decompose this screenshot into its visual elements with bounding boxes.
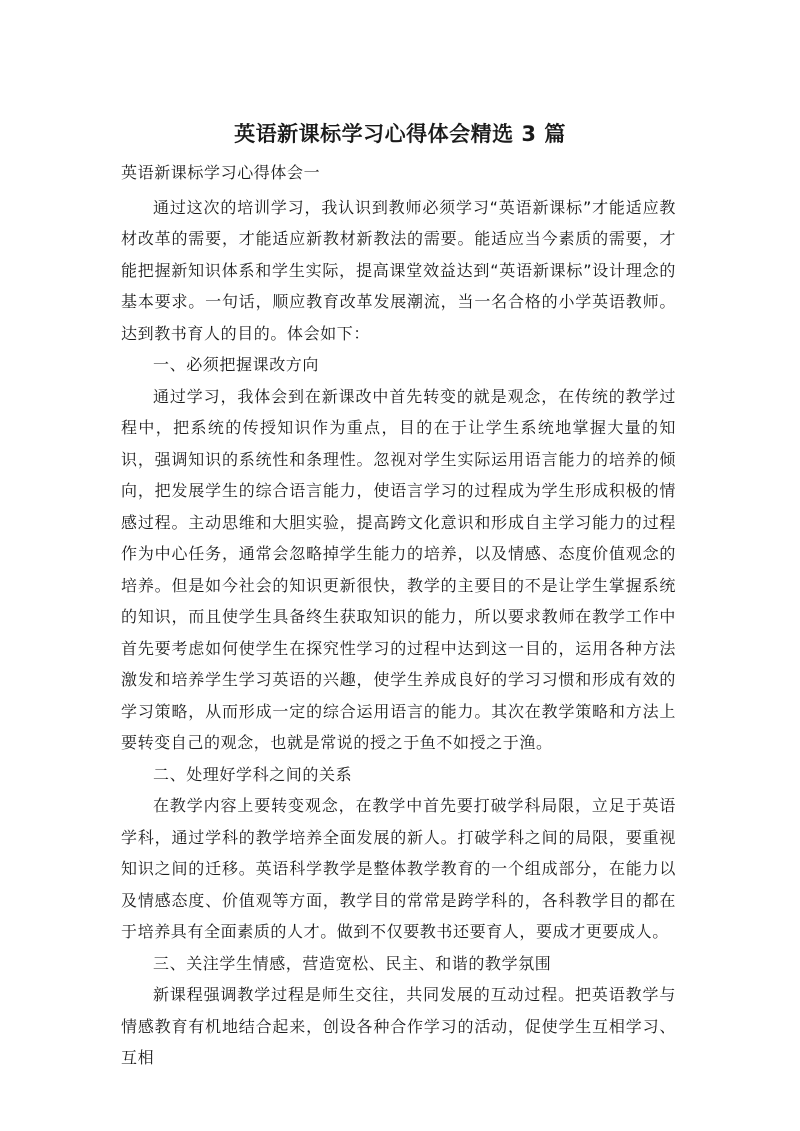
body-paragraph: 通过这次的培训学习，我认识到教师必须学习“英语新课标”才能适应教材改革的需要，才能适应新教材新教法的需要。能适应当今素质的需要，才能把握新知识体系和学生实际，提高课堂效益达到“英语新课标”设计理念的基本要求。一句话，顺应教育改革发展潮流，当一名合格的小学英语教师。达到教书育人的目的。体会如下： <box>121 197 676 343</box>
section-heading: 一、必须把握课改方向 <box>153 355 320 374</box>
document-title: 英语新课标学习心得体会精选 3 篇 <box>234 122 566 146</box>
body-paragraph: 在教学内容上要转变观念，在教学中首先要打破学科局限，立足于英语学科，通过学科的教学培养全面发展的新人。打破学科之间的局限，要重视知识之间的迁移。英语科学教学是整体教学教育的一个组成部分，在能力以及情感态度、价值观等方面，教学目的常常是跨学科的，各科教学目的都在于培养具有全面素质的人才。做到不仅要教书还要育人，要成才更要成人。 <box>121 796 676 941</box>
body-paragraph: 通过学习，我体会到在新课改中首先转变的就是观念，在传统的教学过程中，把系统的传授知识作为重点，目的在于让学生系统地掌握大量的知识，强调知识的系统性和条理性。忽视对学生实际运用语言能力的培养的倾向，把发展学生的综合语言能力，使语言学习的过程成为学生形成积极的情感过程。主动思维和大胆实验，提高跨文化意识和形成自主学习能力的过程作为中心任务，通常会忽略掉学生能力的培养，以及情感、态度价值观念的培养。但是如今社会的知识更新很快，教学的主要目的不是让学生掌握系统的知识，而且使学生具备终生获取知识的能力，所以要求教师在教学工作中首先要考虑如何使学生在探究性学习的过程中达到这一目的，运用各种方法激发和培养学生学习英语的兴趣，使学生养成良好的学习习惯和形成有效的学习策略，从而形成一定的综合运用语言的能力。其次在教学策略和方法上要转变自己的观念，也就是常说的授之于鱼不如授之于渔。 <box>121 386 676 752</box>
body-paragraph: 新课程强调教学过程是师生交往，共同发展的互动过程。把英语教学与情感教育有机地结合起来，创设各种合作学习的活动，促使学生互相学习、互相 <box>121 985 676 1067</box>
section-heading: 三、关注学生情感，营造宽松、民主、和谐的教学氛围 <box>153 953 552 973</box>
section-heading: 二、处理好学科之间的关系 <box>153 764 353 784</box>
document-body <box>121 157 676 1074</box>
section-subtitle: 英语新课标学习心得体会一 <box>121 163 321 182</box>
